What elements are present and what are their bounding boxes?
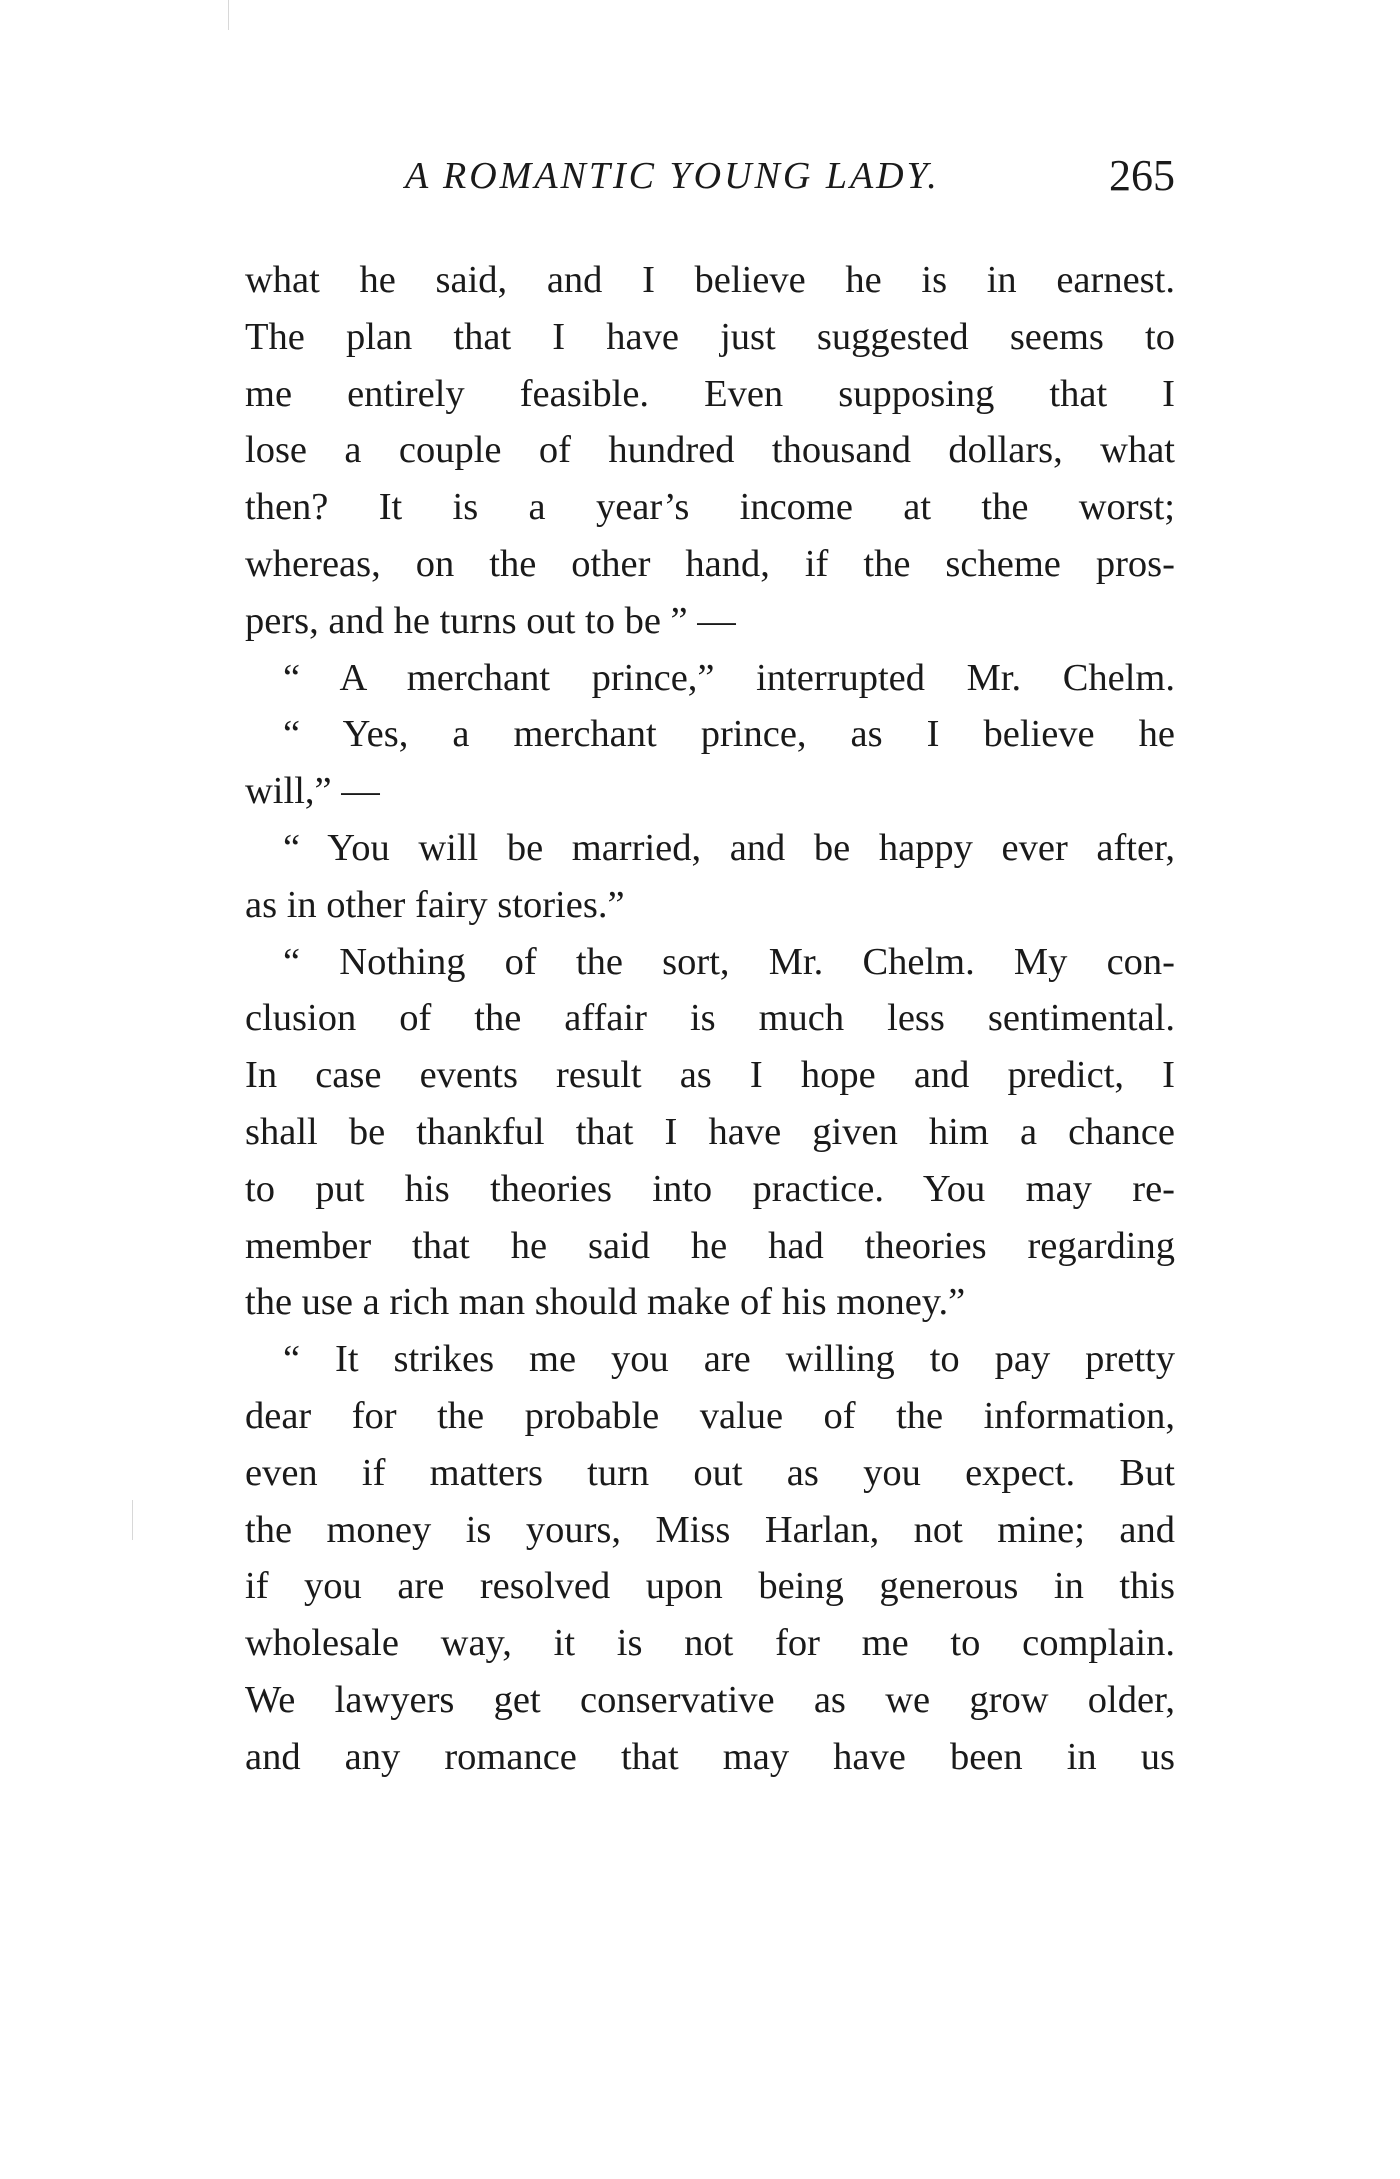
text-line: as in other fairy stories.” — [245, 883, 625, 926]
text-line: to put his theories into practice. You may re- — [245, 1167, 1175, 1210]
text-line: whereas, on the other hand, if the scheme pros- — [245, 542, 1175, 585]
text-line: shall be thankful that I have given him a chance — [245, 1110, 1175, 1153]
text-line: “ Nothing of the sort, Mr. Chelm. My con- — [283, 940, 1175, 983]
text-line: member that he said he had theories regarding — [245, 1224, 1175, 1267]
margin-mark-top — [228, 0, 229, 30]
page-number: 265 — [1109, 151, 1175, 200]
text-line: We lawyers get conservative as we grow older, — [245, 1678, 1175, 1721]
text-line: even if matters turn out as you expect. But — [245, 1451, 1175, 1494]
text-line: if you are resolved upon being generous in this — [245, 1565, 1175, 1608]
text-line: dear for the probable value of the information, — [245, 1394, 1175, 1437]
text-line: “ A merchant prince,” interrupted Mr. Chelm. — [283, 656, 1175, 699]
text-line: “ Yes, a merchant prince, as I believe he — [283, 713, 1175, 756]
text-line: pers, and he turns out to be ” — — [245, 599, 736, 642]
text-line: what he said, and I believe he is in earnest. — [245, 259, 1175, 301]
text-line: me entirely feasible. Even supposing that I — [245, 372, 1175, 415]
text-line: In case events result as I hope and predict, I — [245, 1054, 1175, 1097]
text-line: “ It strikes me you are willing to pay pretty — [283, 1338, 1175, 1381]
text-line: then? It is a year’s income at the worst; — [245, 486, 1175, 529]
text-line: and any romance that may have been in us — [245, 1735, 1175, 1778]
running-title: A ROMANTIC YOUNG LADY. — [405, 155, 940, 197]
text-line: will,” — — [245, 770, 380, 813]
page-header — [245, 151, 1175, 214]
text-line: “ You will be married, and be happy ever after, — [283, 826, 1175, 869]
text-line: lose a couple of hundred thousand dollars, what — [245, 429, 1175, 472]
text-line: The plan that I have just suggested seems to — [245, 315, 1175, 358]
body-text — [245, 252, 1175, 1786]
text-line: the use a rich man should make of his money.” — [245, 1281, 966, 1324]
margin-mark-left — [132, 1500, 133, 1540]
text-line: the money is yours, Miss Harlan, not mine; and — [245, 1508, 1175, 1551]
text-line: clusion of the affair is much less sentimental. — [245, 997, 1175, 1040]
text-line: wholesale way, it is not for me to complain. — [245, 1622, 1175, 1665]
